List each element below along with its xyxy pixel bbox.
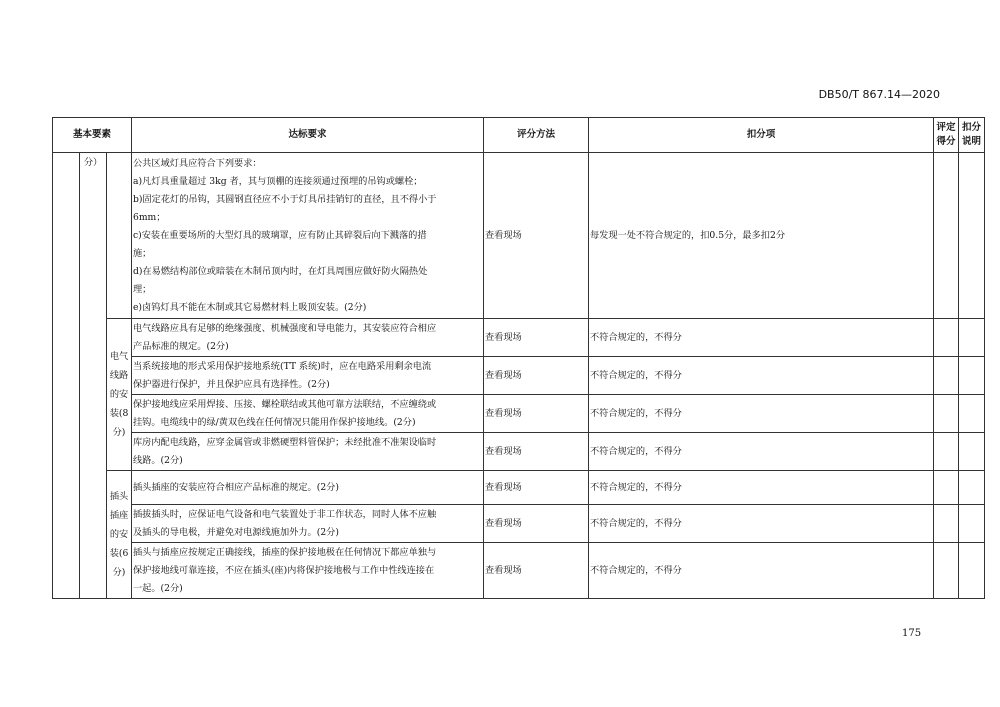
method-cell: 查看现场: [484, 505, 589, 543]
header-method: 评分方法: [484, 118, 589, 153]
score-cell: [934, 153, 959, 319]
method-cell: 查看现场: [484, 153, 589, 319]
header-deduction: 扣分项: [589, 118, 934, 153]
page-number: 175: [902, 628, 922, 639]
requirement-cell: 插头与插座应按规定正确接线，插座的保护接地极在任何情况下都应单独与 保护接地线可靠连接，不应在插头(座)内将保护接地极与工作中性线连接在 一起。(2分): [132, 543, 484, 599]
deduction-cell: 不符合规定的，不得分: [589, 505, 934, 543]
score-cell: [934, 471, 959, 505]
score-cell: [934, 433, 959, 471]
deduction-cell: 不符合规定的，不得分: [589, 543, 934, 599]
deduction-cell: 不符合规定的，不得分: [589, 319, 934, 357]
group-label-socket: 插头插座的安装(6分): [107, 471, 132, 599]
note-cell: [959, 319, 985, 357]
header-row: [53, 118, 985, 153]
evaluation-table: [52, 117, 985, 599]
method-cell: 查看现场: [484, 471, 589, 505]
method-cell: 查看现场: [484, 433, 589, 471]
requirement-cell: 插头插座的安装应符合相应产品标准的规定。(2分): [132, 471, 484, 505]
table-row: [53, 319, 985, 357]
requirement-cell: 库房内配电线路，应穿金属管或非燃硬塑料管保护；未经批准不准架设临时 线路。(2分): [132, 433, 484, 471]
requirement-cell: 保护接地线应采用焊接、压接、螺栓联结或其他可靠方法联结，不应缠绕或 挂钩。电缆线中的绿/黄双色线在任何情况只能用作保护接地线。(2分): [132, 395, 484, 433]
table-row: [53, 433, 985, 471]
deduction-cell: 不符合规定的，不得分: [589, 433, 934, 471]
deduction-cell: 每发现一处不符合规定的，扣0.5分，最多扣2分: [589, 153, 934, 319]
header-basic: 基本要素: [53, 118, 132, 153]
group-label-electric: 电气线路的安装(8分): [107, 319, 132, 471]
document-code: DB50/T 867.14—2020: [818, 88, 940, 101]
score-cell: [934, 505, 959, 543]
note-cell: [959, 153, 985, 319]
requirement-cell: 当系统接地的形式采用保护接地系统(TT 系统)时，应在电路采用剩余电流 保护器进行保护，并且保护应具有选择性。(2分): [132, 357, 484, 395]
note-cell: [959, 395, 985, 433]
header-note: 扣分说明: [959, 118, 985, 153]
requirement-cell: 公共区域灯具应符合下列要求： a)凡灯具重量超过 3kg 者，其与顶棚的连接须通过预埋的吊钩或螺栓； b)固定花灯的吊钩，其圆钢直径应不小于灯具吊挂销钉的直径，且不得小于 6mm； c)安装在重要场所的大型灯具的玻璃罩，应有防止其碎裂后向下溅落的措 施； d)在易燃结构部位或暗装在木制吊顶内时，在灯具周围应做好防火隔热处 理； e)卤钨灯具不能在木制或其它易燃材料上吸顶安装。(2分): [132, 153, 484, 319]
table-row: [53, 357, 985, 395]
requirement-cell: 电气线路应具有足够的绝缘强度、机械强度和导电能力，其安装应符合相应 产品标准的规定。(2分): [132, 319, 484, 357]
subgroup-cell: [107, 153, 132, 319]
note-cell: [959, 433, 985, 471]
score-cell: [934, 319, 959, 357]
deduction-cell: 不符合规定的，不得分: [589, 357, 934, 395]
deduction-cell: 不符合规定的，不得分: [589, 395, 934, 433]
requirement-cell: 插拔插头时，应保证电气设备和电气装置处于非工作状态，同时人体不应触 及插头的导电极，并避免对电源线施加外力。(2分): [132, 505, 484, 543]
header-score: 评定得分: [934, 118, 959, 153]
table-row: [53, 153, 985, 319]
table-row: [53, 395, 985, 433]
method-cell: 查看现场: [484, 319, 589, 357]
note-cell: [959, 543, 985, 599]
method-cell: 查看现场: [484, 543, 589, 599]
deduction-cell: 不符合规定的，不得分: [589, 471, 934, 505]
basic-element-cell: [53, 153, 80, 599]
score-cell: [934, 543, 959, 599]
header-requirement: 达标要求: [132, 118, 484, 153]
table-row: [53, 471, 985, 505]
note-cell: [959, 505, 985, 543]
score-cell: [934, 357, 959, 395]
table-row: [53, 543, 985, 599]
table-row: [53, 505, 985, 543]
note-cell: [959, 471, 985, 505]
method-cell: 查看现场: [484, 395, 589, 433]
score-cell: [934, 395, 959, 433]
group-label-previous: 分）: [80, 153, 107, 599]
note-cell: [959, 357, 985, 395]
method-cell: 查看现场: [484, 357, 589, 395]
